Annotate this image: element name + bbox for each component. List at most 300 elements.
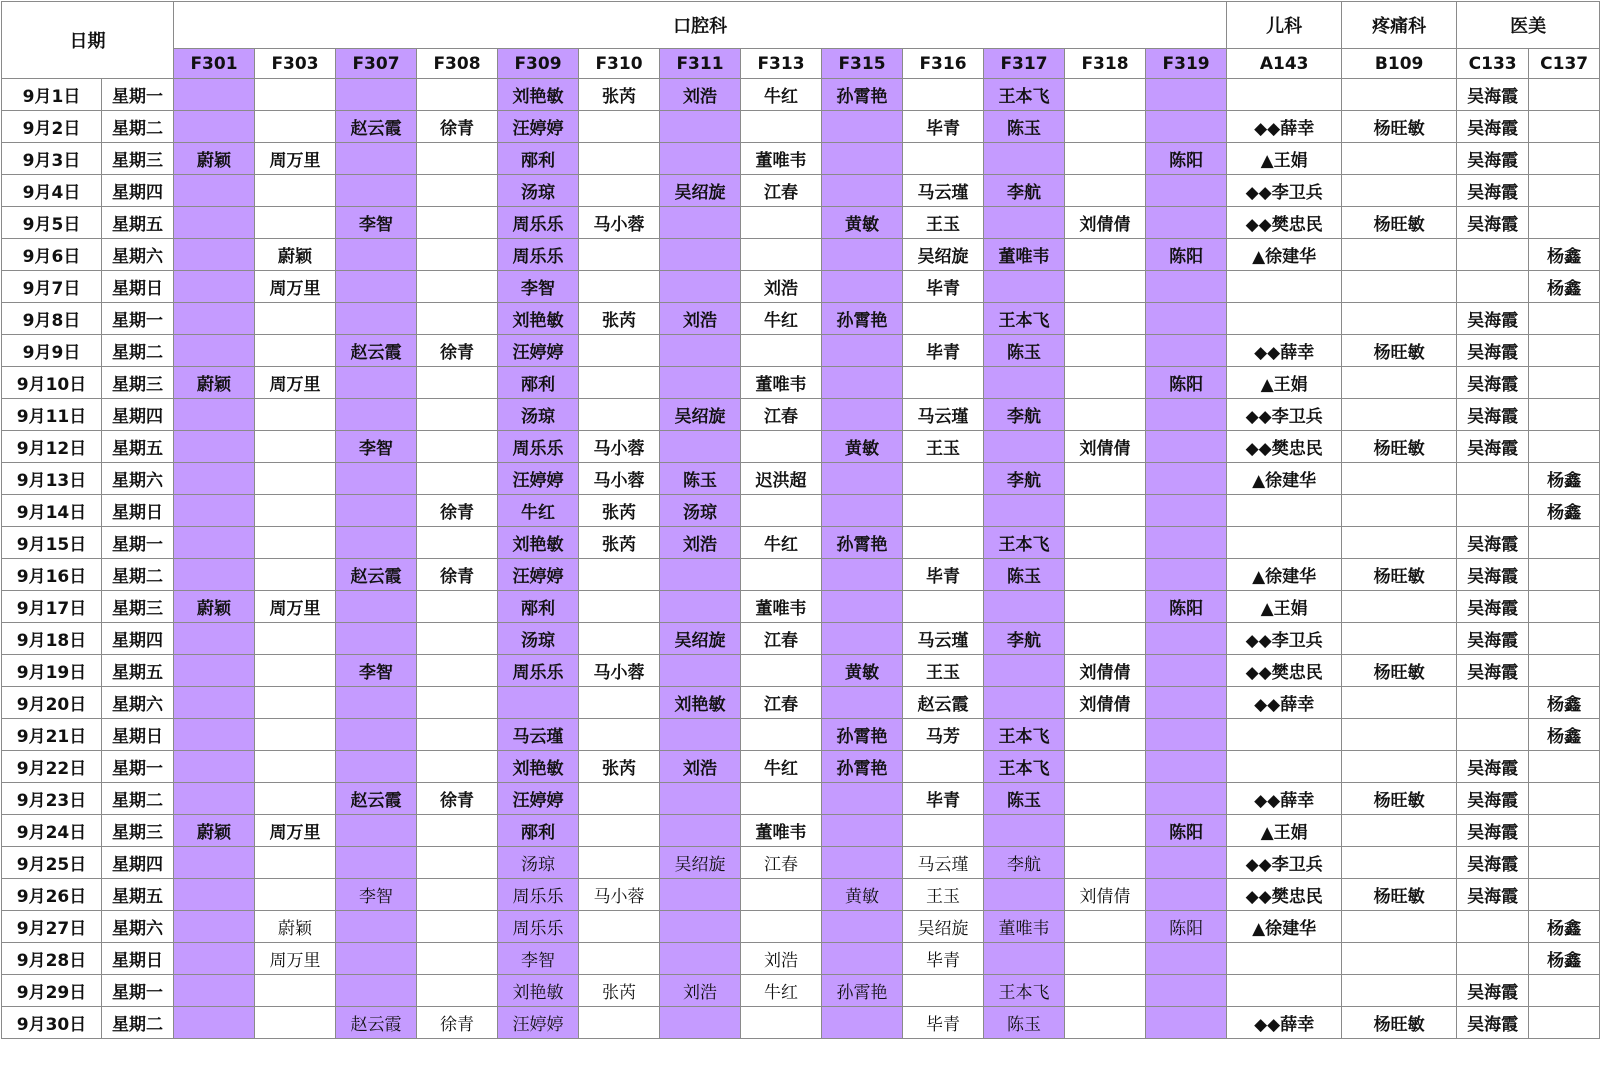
- schedule-cell: 董唯韦: [984, 239, 1065, 271]
- schedule-cell: 周乐乐: [498, 879, 579, 911]
- schedule-cell: 张芮: [579, 527, 660, 559]
- schedule-cell: [417, 751, 498, 783]
- schedule-cell: [336, 239, 417, 271]
- date-cell: 9月28日: [2, 943, 102, 975]
- schedule-cell: 汪婷婷: [498, 1007, 579, 1039]
- schedule-cell: [336, 175, 417, 207]
- table-row: [2, 591, 1600, 623]
- schedule-cell: [579, 143, 660, 175]
- schedule-cell: 吴海霞: [1457, 783, 1529, 815]
- schedule-cell: 吴海霞: [1457, 367, 1529, 399]
- schedule-cell: 周乐乐: [498, 207, 579, 239]
- schedule-cell: [255, 431, 336, 463]
- schedule-cell: [903, 463, 984, 495]
- schedule-cell: 周乐乐: [498, 911, 579, 943]
- date-cell: 9月13日: [2, 463, 102, 495]
- schedule-cell: [1227, 527, 1342, 559]
- room-header: F313: [741, 49, 822, 79]
- schedule-cell: 马芳: [903, 719, 984, 751]
- schedule-cell: [336, 751, 417, 783]
- schedule-cell: 李航: [984, 399, 1065, 431]
- schedule-cell: [1065, 559, 1146, 591]
- table-row: [2, 335, 1600, 367]
- weekday-cell: 星期六: [102, 911, 174, 943]
- room-header: F319: [1146, 49, 1227, 79]
- schedule-cell: 赵云霞: [903, 687, 984, 719]
- schedule-cell: 江春: [741, 175, 822, 207]
- schedule-cell: [660, 655, 741, 687]
- schedule-cell: 马小蓉: [579, 431, 660, 463]
- date-cell: 9月30日: [2, 1007, 102, 1039]
- schedule-cell: [417, 79, 498, 111]
- schedule-cell: [174, 687, 255, 719]
- weekday-cell: 星期三: [102, 815, 174, 847]
- schedule-cell: 刘浩: [660, 527, 741, 559]
- weekday-cell: 星期四: [102, 623, 174, 655]
- schedule-cell: [741, 495, 822, 527]
- schedule-cell: [822, 271, 903, 303]
- schedule-cell: 马云瑾: [903, 175, 984, 207]
- weekday-cell: 星期一: [102, 79, 174, 111]
- schedule-cell: [579, 943, 660, 975]
- schedule-cell: ▲徐建华: [1227, 463, 1342, 495]
- schedule-cell: [255, 335, 336, 367]
- schedule-cell: [1146, 79, 1227, 111]
- schedule-cell: 刘浩: [660, 975, 741, 1007]
- schedule-cell: 杨旺敏: [1342, 431, 1457, 463]
- table-row: [2, 111, 1600, 143]
- date-cell: 9月25日: [2, 847, 102, 879]
- schedule-cell: [1146, 495, 1227, 527]
- date-cell: 9月9日: [2, 335, 102, 367]
- schedule-cell: [255, 79, 336, 111]
- schedule-cell: 李智: [336, 655, 417, 687]
- department-header: 儿科: [1227, 2, 1342, 49]
- schedule-cell: [1342, 847, 1457, 879]
- schedule-cell: [1342, 143, 1457, 175]
- schedule-cell: [1529, 111, 1600, 143]
- schedule-cell: 周万里: [255, 367, 336, 399]
- schedule-cell: 牛红: [741, 79, 822, 111]
- schedule-cell: 牛红: [498, 495, 579, 527]
- weekday-cell: 星期二: [102, 1007, 174, 1039]
- schedule-cell: 徐青: [417, 335, 498, 367]
- schedule-cell: [1342, 303, 1457, 335]
- schedule-cell: [579, 367, 660, 399]
- schedule-cell: [1529, 559, 1600, 591]
- room-header: F315: [822, 49, 903, 79]
- schedule-cell: [1529, 847, 1600, 879]
- schedule-cell: [1342, 175, 1457, 207]
- schedule-cell: [417, 975, 498, 1007]
- schedule-cell: [579, 783, 660, 815]
- schedule-cell: [1342, 79, 1457, 111]
- table-row: [2, 303, 1600, 335]
- schedule-cell: [822, 559, 903, 591]
- schedule-cell: [336, 623, 417, 655]
- schedule-cell: 王本飞: [984, 975, 1065, 1007]
- schedule-cell: [741, 559, 822, 591]
- schedule-cell: [1457, 495, 1529, 527]
- table-row: [2, 175, 1600, 207]
- schedule-cell: [336, 495, 417, 527]
- schedule-cell: 刘艳敏: [498, 79, 579, 111]
- schedule-cell: 杨旺敏: [1342, 655, 1457, 687]
- schedule-cell: 张芮: [579, 975, 660, 1007]
- schedule-cell: [1146, 175, 1227, 207]
- schedule-cell: 张芮: [579, 751, 660, 783]
- schedule-cell: [1342, 623, 1457, 655]
- schedule-cell: [1529, 1007, 1600, 1039]
- schedule-cell: [417, 207, 498, 239]
- schedule-cell: [255, 559, 336, 591]
- schedule-cell: [1457, 719, 1529, 751]
- table-row: [2, 815, 1600, 847]
- schedule-cell: [660, 207, 741, 239]
- schedule-cell: [336, 463, 417, 495]
- schedule-cell: 赵云霞: [336, 783, 417, 815]
- schedule-cell: 孙霄艳: [822, 719, 903, 751]
- schedule-cell: [660, 815, 741, 847]
- room-header: F318: [1065, 49, 1146, 79]
- schedule-cell: 杨旺敏: [1342, 1007, 1457, 1039]
- weekday-cell: 星期六: [102, 463, 174, 495]
- schedule-cell: [255, 879, 336, 911]
- schedule-cell: [984, 207, 1065, 239]
- schedule-cell: [1146, 719, 1227, 751]
- schedule-cell: [417, 943, 498, 975]
- schedule-cell: 牛红: [741, 527, 822, 559]
- schedule-cell: [1065, 751, 1146, 783]
- date-cell: 9月2日: [2, 111, 102, 143]
- schedule-cell: [1146, 783, 1227, 815]
- schedule-cell: 吴海霞: [1457, 559, 1529, 591]
- schedule-cell: 邴利: [498, 367, 579, 399]
- schedule-cell: 杨旺敏: [1342, 207, 1457, 239]
- schedule-cell: [1146, 527, 1227, 559]
- schedule-cell: [255, 655, 336, 687]
- schedule-cell: [1146, 207, 1227, 239]
- schedule-cell: [255, 719, 336, 751]
- schedule-cell: 刘浩: [660, 751, 741, 783]
- room-header: C133: [1457, 49, 1529, 79]
- weekday-cell: 星期一: [102, 527, 174, 559]
- schedule-cell: [174, 111, 255, 143]
- schedule-cell: 王玉: [903, 655, 984, 687]
- schedule-cell: [417, 143, 498, 175]
- schedule-cell: [417, 623, 498, 655]
- schedule-cell: [903, 79, 984, 111]
- schedule-cell: 江春: [741, 687, 822, 719]
- schedule-cell: [822, 847, 903, 879]
- schedule-cell: [174, 495, 255, 527]
- table-row: [2, 79, 1600, 111]
- schedule-cell: 董唯韦: [741, 591, 822, 623]
- weekday-cell: 星期二: [102, 783, 174, 815]
- schedule-cell: 汪婷婷: [498, 111, 579, 143]
- schedule-cell: [174, 783, 255, 815]
- schedule-cell: [1065, 527, 1146, 559]
- schedule-cell: 王本飞: [984, 79, 1065, 111]
- schedule-cell: [1342, 815, 1457, 847]
- schedule-cell: [255, 303, 336, 335]
- schedule-cell: [741, 879, 822, 911]
- schedule-cell: 孙霄艳: [822, 527, 903, 559]
- table-row: [2, 527, 1600, 559]
- schedule-cell: [984, 495, 1065, 527]
- schedule-cell: [174, 911, 255, 943]
- room-header: F301: [174, 49, 255, 79]
- schedule-cell: [660, 943, 741, 975]
- schedule-cell: [1529, 879, 1600, 911]
- schedule-cell: [336, 79, 417, 111]
- schedule-body: [2, 79, 1600, 1039]
- schedule-cell: 吴海霞: [1457, 431, 1529, 463]
- schedule-cell: [1227, 975, 1342, 1007]
- schedule-cell: 毕青: [903, 111, 984, 143]
- schedule-cell: [822, 591, 903, 623]
- schedule-cell: [336, 847, 417, 879]
- schedule-cell: 牛红: [741, 975, 822, 1007]
- schedule-cell: [255, 847, 336, 879]
- schedule-cell: [417, 175, 498, 207]
- schedule-cell: [1342, 751, 1457, 783]
- date-cell: 9月16日: [2, 559, 102, 591]
- schedule-cell: [255, 1007, 336, 1039]
- schedule-cell: 陈玉: [984, 111, 1065, 143]
- schedule-cell: 吴海霞: [1457, 335, 1529, 367]
- schedule-cell: [579, 687, 660, 719]
- schedule-cell: [1342, 367, 1457, 399]
- schedule-cell: ◆◆薛幸: [1227, 335, 1342, 367]
- schedule-cell: [1342, 463, 1457, 495]
- schedule-cell: [1529, 623, 1600, 655]
- schedule-cell: [174, 847, 255, 879]
- schedule-cell: 蔚颖: [174, 367, 255, 399]
- schedule-cell: [1457, 911, 1529, 943]
- schedule-cell: [579, 847, 660, 879]
- schedule-cell: [1227, 495, 1342, 527]
- schedule-cell: [579, 623, 660, 655]
- schedule-cell: 蔚颖: [174, 143, 255, 175]
- weekday-cell: 星期四: [102, 399, 174, 431]
- schedule-cell: 李航: [984, 175, 1065, 207]
- room-header: F317: [984, 49, 1065, 79]
- schedule-cell: ◆◆李卫兵: [1227, 399, 1342, 431]
- schedule-cell: [336, 143, 417, 175]
- table-row: [2, 143, 1600, 175]
- schedule-cell: 蔚颖: [255, 911, 336, 943]
- schedule-cell: [1529, 431, 1600, 463]
- schedule-cell: [417, 463, 498, 495]
- table-row: [2, 687, 1600, 719]
- schedule-cell: [822, 911, 903, 943]
- department-header-row: [2, 2, 1600, 49]
- schedule-cell: [255, 751, 336, 783]
- schedule-cell: [1065, 335, 1146, 367]
- schedule-cell: [984, 655, 1065, 687]
- schedule-cell: 黄敏: [822, 655, 903, 687]
- date-cell: 9月27日: [2, 911, 102, 943]
- schedule-cell: [1065, 591, 1146, 623]
- schedule-cell: [1065, 1007, 1146, 1039]
- schedule-cell: 汪婷婷: [498, 463, 579, 495]
- schedule-cell: 吴海霞: [1457, 623, 1529, 655]
- schedule-cell: [417, 911, 498, 943]
- schedule-cell: [336, 399, 417, 431]
- weekday-cell: 星期三: [102, 367, 174, 399]
- date-cell: 9月29日: [2, 975, 102, 1007]
- schedule-cell: [1146, 463, 1227, 495]
- schedule-cell: [579, 239, 660, 271]
- schedule-cell: [1065, 303, 1146, 335]
- schedule-cell: ▲王娟: [1227, 143, 1342, 175]
- schedule-cell: 马小蓉: [579, 879, 660, 911]
- schedule-cell: [174, 271, 255, 303]
- schedule-cell: [498, 687, 579, 719]
- department-header: 医美: [1457, 2, 1600, 49]
- date-cell: 9月11日: [2, 399, 102, 431]
- table-row: [2, 207, 1600, 239]
- schedule-cell: 刘艳敏: [660, 687, 741, 719]
- schedule-cell: [174, 559, 255, 591]
- schedule-cell: 杨旺敏: [1342, 559, 1457, 591]
- schedule-cell: [1529, 175, 1600, 207]
- schedule-cell: 陈阳: [1146, 367, 1227, 399]
- schedule-cell: [1146, 271, 1227, 303]
- schedule-cell: [336, 815, 417, 847]
- date-cell: 9月1日: [2, 79, 102, 111]
- schedule-cell: 杨鑫: [1529, 719, 1600, 751]
- schedule-cell: 吴海霞: [1457, 527, 1529, 559]
- schedule-cell: 吴海霞: [1457, 303, 1529, 335]
- schedule-cell: [174, 207, 255, 239]
- schedule-cell: 邴利: [498, 815, 579, 847]
- weekday-cell: 星期一: [102, 975, 174, 1007]
- schedule-cell: [1227, 271, 1342, 303]
- room-header: C137: [1529, 49, 1600, 79]
- schedule-cell: 刘浩: [660, 79, 741, 111]
- room-header-row: [2, 49, 1600, 79]
- schedule-cell: [1146, 431, 1227, 463]
- schedule-cell: 吴海霞: [1457, 815, 1529, 847]
- schedule-cell: [1529, 367, 1600, 399]
- schedule-cell: 杨旺敏: [1342, 335, 1457, 367]
- schedule-cell: [822, 943, 903, 975]
- schedule-cell: [1146, 623, 1227, 655]
- schedule-cell: 江春: [741, 623, 822, 655]
- schedule-cell: [255, 623, 336, 655]
- schedule-cell: [1146, 879, 1227, 911]
- schedule-cell: 马云瑾: [903, 399, 984, 431]
- schedule-cell: 汪婷婷: [498, 559, 579, 591]
- schedule-cell: [1146, 751, 1227, 783]
- schedule-cell: [660, 143, 741, 175]
- room-header: F310: [579, 49, 660, 79]
- schedule-cell: [1457, 271, 1529, 303]
- schedule-cell: [579, 175, 660, 207]
- schedule-cell: [822, 367, 903, 399]
- schedule-cell: [1342, 719, 1457, 751]
- schedule-cell: [336, 719, 417, 751]
- weekday-cell: 星期六: [102, 687, 174, 719]
- schedule-cell: [1529, 207, 1600, 239]
- schedule-cell: [660, 111, 741, 143]
- schedule-cell: [417, 239, 498, 271]
- schedule-cell: 孙霄艳: [822, 975, 903, 1007]
- schedule-cell: 吴绍旋: [660, 399, 741, 431]
- schedule-cell: 李智: [498, 271, 579, 303]
- schedule-cell: [822, 239, 903, 271]
- schedule-cell: [822, 143, 903, 175]
- schedule-cell: 吴海霞: [1457, 1007, 1529, 1039]
- schedule-cell: 刘浩: [741, 271, 822, 303]
- schedule-cell: [1342, 975, 1457, 1007]
- schedule-cell: [660, 719, 741, 751]
- date-cell: 9月4日: [2, 175, 102, 207]
- table-row: [2, 559, 1600, 591]
- schedule-cell: [903, 367, 984, 399]
- table-row: [2, 879, 1600, 911]
- schedule-cell: [1146, 399, 1227, 431]
- schedule-cell: 周万里: [255, 271, 336, 303]
- schedule-cell: [1529, 143, 1600, 175]
- schedule-cell: [1529, 335, 1600, 367]
- schedule-cell: [660, 335, 741, 367]
- schedule-cell: 毕青: [903, 335, 984, 367]
- weekday-cell: 星期一: [102, 751, 174, 783]
- schedule-cell: ◆◆樊忠民: [1227, 655, 1342, 687]
- schedule-cell: [741, 335, 822, 367]
- schedule-cell: 周万里: [255, 815, 336, 847]
- schedule-cell: [174, 175, 255, 207]
- schedule-cell: [417, 271, 498, 303]
- schedule-cell: [984, 271, 1065, 303]
- schedule-cell: 杨旺敏: [1342, 783, 1457, 815]
- schedule-cell: [903, 143, 984, 175]
- schedule-cell: [903, 975, 984, 1007]
- schedule-cell: [1065, 175, 1146, 207]
- schedule-cell: 吴绍旋: [660, 847, 741, 879]
- date-cell: 9月21日: [2, 719, 102, 751]
- schedule-cell: [1529, 655, 1600, 687]
- schedule-cell: [1146, 975, 1227, 1007]
- schedule-cell: [417, 399, 498, 431]
- schedule-cell: [903, 815, 984, 847]
- schedule-cell: [579, 911, 660, 943]
- schedule-cell: 刘艳敏: [498, 527, 579, 559]
- date-cell: 9月18日: [2, 623, 102, 655]
- schedule-cell: [174, 79, 255, 111]
- schedule-cell: 江春: [741, 847, 822, 879]
- schedule-cell: [822, 335, 903, 367]
- schedule-cell: 马云瑾: [903, 847, 984, 879]
- room-header: F308: [417, 49, 498, 79]
- schedule-cell: [984, 367, 1065, 399]
- schedule-cell: 李智: [336, 879, 417, 911]
- schedule-cell: [1146, 847, 1227, 879]
- schedule-cell: [255, 207, 336, 239]
- room-header: F309: [498, 49, 579, 79]
- schedule-cell: 孙霄艳: [822, 79, 903, 111]
- schedule-cell: 赵云霞: [336, 335, 417, 367]
- schedule-cell: 周乐乐: [498, 431, 579, 463]
- schedule-cell: [255, 175, 336, 207]
- schedule-cell: 汪婷婷: [498, 335, 579, 367]
- schedule-cell: 董唯韦: [741, 367, 822, 399]
- schedule-cell: [1065, 815, 1146, 847]
- schedule-cell: 毕青: [903, 271, 984, 303]
